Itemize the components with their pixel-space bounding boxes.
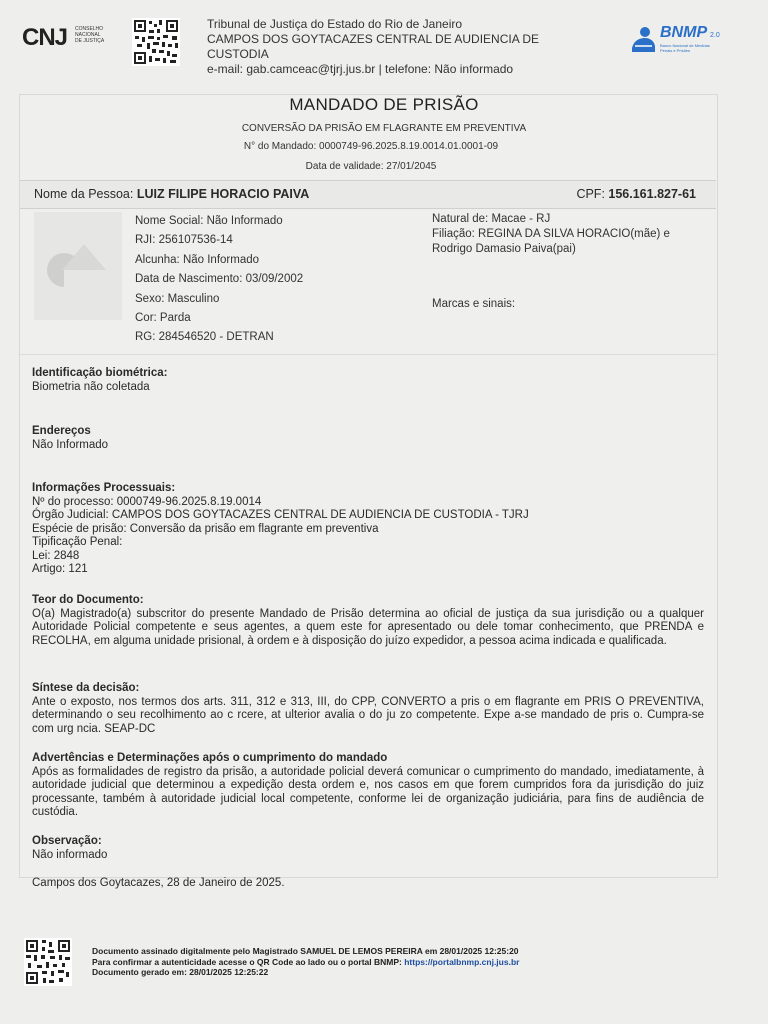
- sexo: Sexo: Masculino: [135, 292, 220, 305]
- teor-heading: Teor do Documento:: [32, 594, 144, 606]
- cnj-mark: CNJ: [22, 24, 68, 51]
- processuais-heading: Informações Processuais:: [32, 482, 176, 494]
- bnmp-version: 2.0: [710, 32, 720, 39]
- photo-placeholder-icon: [34, 212, 122, 320]
- teor-section: [32, 594, 704, 648]
- observacao-section: [32, 835, 704, 862]
- document-title: MANDADO DE PRISÃO: [289, 95, 479, 114]
- bnmp-text: BNMP: [660, 24, 708, 41]
- filiacao-2: Rodrigo Damasio Paiva(pai): [432, 243, 576, 255]
- artigo: Artigo: 121: [32, 563, 88, 575]
- divider: [20, 354, 716, 355]
- sintese-text: Ante o exposto, nos termos dos arts. 311, 312 e 313, III, do CPP, CONVERTO a pris o em flagrante em PRIS O PREVENTIVA, determinando o seu recolhimento ao c rcere, at ulterior avalia o do ju zo competente. Expe a-se mandado de pris o. Cumpra-se com urg ncia. SEAP-DC: [32, 695, 704, 735]
- person-cpf: CPF: 156.161.827-61: [576, 187, 696, 201]
- rji: RJI: 256107536-14: [135, 234, 233, 247]
- person-origin: [432, 212, 712, 257]
- marcas-sinais: Marcas e sinais:: [432, 298, 516, 310]
- nome-social: Nome Social: Não Informado: [135, 215, 283, 227]
- observacao-heading: Observação:: [32, 835, 102, 847]
- observacao-text: Não informado: [32, 848, 108, 861]
- person-name: Nome da Pessoa: LUIZ FILIPE HORACIO PAIVA: [34, 187, 310, 201]
- qr-code-icon: [132, 18, 180, 66]
- cnj-logo: [22, 22, 114, 52]
- tipificacao-penal: Tipificação Penal:: [32, 536, 123, 548]
- enderecos-heading: Endereços: [32, 425, 91, 437]
- advertencias-text: Após as formalidades de registro da prisão, a autoridade policial deverá comunicar o cumprimento do mandado, imediatamente, à autoridade judicial que determinou a expedição desta ordem e, nos casos em que forem cumpridos fora da jurisdição do juiz processante, também à autoridade judicial local competente, conforme lei de organização judiciária, para fins de audiência de custódia.: [32, 765, 704, 818]
- teor-text: O(a) Magistrado(a) subscritor do presente Mandado de Prisão determina ao oficial de justiça da sua jurisdição ou a qualquer Autoridade Policial competente e seus agentes, a quem este for apresentado ou dele tomar conhecimento, que PRENDA e RECOLHA, em alguma unidade prisional, à ordem e à disposição do juízo expedidor, a pessoa acima indicada e qualificada.: [32, 607, 704, 647]
- document-subtitle: CONVERSÃO DA PRISÃO EM FLAGRANTE EM PREVENTIVA: [241, 123, 527, 134]
- naturalidade: Natural de: Macae - RJ: [432, 213, 551, 225]
- alcunha: Alcunha: Não Informado: [135, 253, 260, 266]
- enderecos-section: [32, 425, 704, 452]
- filiacao: Filiação: REGINA DA SILVA HORACIO(mãe) e: [432, 228, 670, 240]
- cnj-text: CONSELHO NACIONAL DE JUSTIÇA: [75, 26, 105, 44]
- orgao-name: CAMPOS DOS GOYTACAZES CENTRAL DE AUDIENCIA DE: [207, 32, 540, 46]
- processuais-section: [32, 482, 704, 577]
- bnmp-subtitle: Banco Nacional de Medidas Penais e Prisões: [660, 43, 710, 53]
- person-name-bar: [20, 180, 716, 209]
- verify-line: Para confirmar a autenticidade acesse o QR Code ao lado ou o portal BNMP: https://portalbnmp.cnj.jus.br: [92, 956, 520, 967]
- signature-line: Documento assinado digitalmente pelo Magistrado SAMUEL DE LEMOS PEREIRA em 28/01/2025 12:25:20: [92, 946, 519, 956]
- advertencias-section: [32, 752, 704, 820]
- orgao-name-2: CUSTODIA: [207, 47, 269, 61]
- especie-prisao: Espécie de prisão: Conversão da prisão em flagrante em preventiva: [32, 522, 379, 535]
- qr-code-icon[interactable]: [24, 938, 72, 986]
- tribunal-header: [207, 17, 607, 77]
- advertencias-heading: Advertências e Determinações após o cumprimento do mandado: [32, 752, 388, 764]
- person-details: [135, 212, 303, 348]
- processo-number: Nº do processo: 0000749-96.2025.8.19.0014: [32, 495, 262, 508]
- tribunal-name: Tribunal de Justiça do Estado do Rio de Janeiro: [207, 17, 463, 31]
- bnmp-logo: [630, 24, 725, 58]
- mandado-number: N° do Mandado: 0000749-96.2025.8.19.0014.01.0001-09: [243, 141, 499, 152]
- bnmp-icon: [630, 26, 656, 54]
- local-data: Campos dos Goytacazes, 28 de Janeiro de 2025.: [32, 877, 285, 889]
- bnmp-portal-link[interactable]: https://portalbnmp.cnj.jus.br: [404, 956, 520, 967]
- orgao-judicial: Órgão Judicial: CAMPOS DOS GOYTACAZES CENTRAL DE AUDIENCIA DE CUSTODIA - TJRJ: [32, 509, 529, 521]
- cor: Cor: Parda: [135, 312, 191, 325]
- biometria-heading: Identificação biométrica:: [32, 367, 168, 379]
- rg: RG: 284546520 - DETRAN: [135, 331, 274, 344]
- signature-footer: [92, 946, 519, 978]
- sintese-heading: Síntese da decisão:: [32, 682, 140, 694]
- data-nascimento: Data de Nascimento: 03/09/2002: [135, 273, 304, 286]
- enderecos-text: Não Informado: [32, 438, 109, 451]
- sintese-section: [32, 682, 704, 736]
- contact-line: e-mail: gab.camceac@tjrj.jus.br | telefone: Não informado: [207, 62, 514, 76]
- lei: Lei: 2848: [32, 549, 80, 562]
- generated-line: Documento gerado em: 28/01/2025 12:25:22: [92, 967, 269, 977]
- biometria-text: Biometria não coletada: [32, 380, 150, 393]
- biometria-section: [32, 367, 704, 394]
- validity-date: Data de validade: 27/01/2045: [305, 161, 437, 172]
